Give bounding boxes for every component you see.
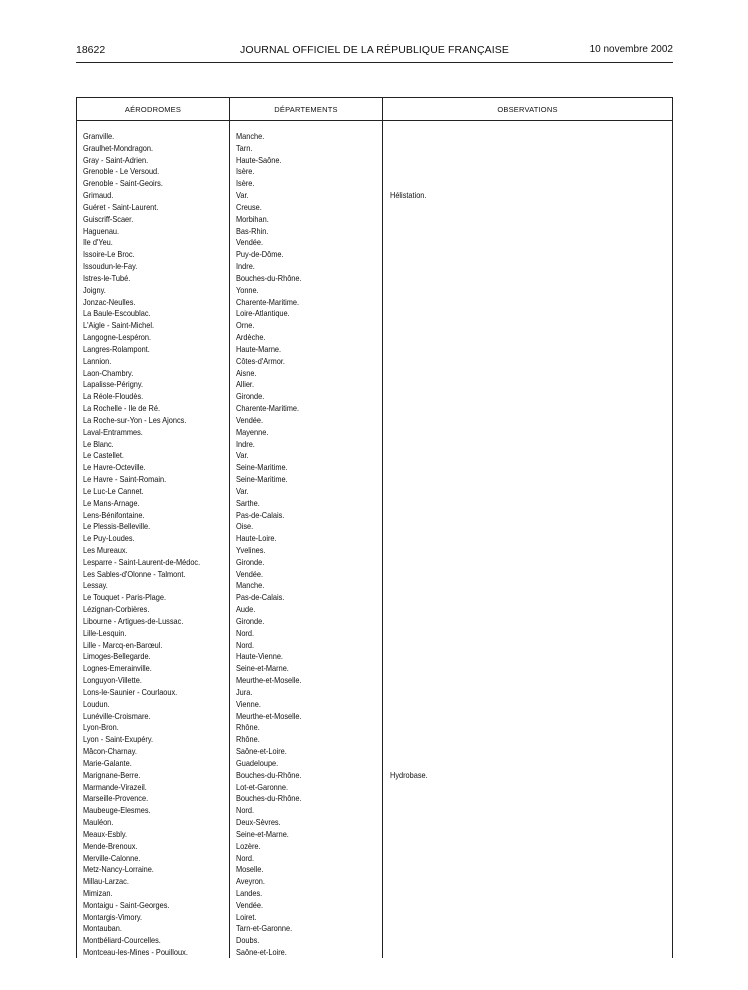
table-row [77,285,672,297]
table-row [77,155,672,167]
aerodrome-cell: La Rochelle - Ile de Ré. [83,403,161,414]
table-row [77,734,672,746]
aerodrome-cell: Mauléon. [83,817,114,828]
table-row [77,912,672,924]
aerodrome-cell: Issoudun-le-Fay. [83,261,138,272]
departement-cell: Bouches-du-Rhône. [236,793,302,804]
departement-cell: Haute-Vienne. [236,651,283,662]
table-row [77,415,672,427]
table-row [77,746,672,758]
table-row [77,829,672,841]
departement-cell: Gironde. [236,556,265,567]
table-row [77,711,672,723]
table-row [77,793,672,805]
table-row [77,498,672,510]
table-row [77,947,672,959]
departement-cell: Var. [236,450,249,461]
aerodrome-cell: Montargis-Vimory. [83,911,143,922]
departement-cell: Deux-Sèvres. [236,817,281,828]
table-row [77,178,672,190]
table-row [77,202,672,214]
table-row [77,486,672,498]
table-row [77,510,672,522]
table-row [77,569,672,581]
table-row [77,580,672,592]
aerodrome-cell: Mimizan. [83,888,113,898]
table-row [77,297,672,309]
departement-cell: Ardèche. [236,332,266,343]
departement-cell: Gironde. [236,615,265,626]
departement-cell: Allier. [236,379,255,390]
aerodrome-cell: Longuyon-Villette. [83,675,142,686]
aerodrome-cell: Lognes-Emerainville. [83,663,152,674]
table-row [77,545,672,557]
table-row [77,782,672,794]
aerodrome-cell: Lunéville-Croismare. [83,710,151,721]
departement-cell: Nord. [236,639,255,650]
aerodrome-cell: Marmande-Virazeil. [83,781,147,792]
aerodrome-cell: Lyon - Saint-Exupéry. [83,734,154,745]
table-row [77,308,672,320]
table-row [77,214,672,226]
departement-cell: Pas-de-Calais. [236,509,285,520]
table-row [77,888,672,900]
departement-cell: Indre. [236,261,255,272]
departement-cell: Meurthe-et-Moselle. [236,710,302,721]
table-row [77,332,672,344]
aerodrome-cell: Joigny. [83,284,106,295]
table-row [77,628,672,640]
aerodrome-cell: Lons-le-Saunier - Courlaoux. [83,686,178,697]
aerodrome-cell: Grenoble - Le Versoud. [83,166,160,177]
table-row [77,663,672,675]
departement-cell: Aveyron. [236,876,265,887]
departement-cell: Vendée. [236,237,264,248]
table-row [77,427,672,439]
table-row [77,876,672,888]
aerodrome-cell: Langogne-Lespéron. [83,332,152,343]
departement-cell: Bouches-du-Rhône. [236,272,302,283]
header-rule [76,62,673,63]
departement-cell: Seine-et-Marne. [236,663,289,674]
table-row [77,805,672,817]
table-row [77,249,672,261]
aerodrome-cell: Lézignan-Corbières. [83,604,150,615]
table-row [77,640,672,652]
page-number: 18622 [76,44,106,56]
table-row [77,651,672,663]
table-row [77,853,672,865]
aerodrome-cell: Meaux-Esbly. [83,828,128,839]
departement-cell: Haute-Saône. [236,154,282,165]
departement-cell: Vienne. [236,698,261,709]
table-body [77,131,672,959]
aerodrome-cell: Istres-le-Tubé. [83,272,131,283]
aerodrome-cell: Marignane-Berre. [83,769,141,780]
table-row [77,935,672,947]
aerodrome-cell: Le Puy-Loudes. [83,533,135,544]
aerodrome-cell: Marseille-Provence. [83,793,149,804]
table-row [77,166,672,178]
aerodrome-cell: Graulhet-Mondragon. [83,142,154,153]
departement-cell: Haute-Marne. [236,343,282,354]
column-header-aerodromes: AÉRODROMES [124,105,182,114]
departement-cell: Morbihan. [236,213,269,224]
aerodrome-cell: Le Castellet. [83,450,124,461]
aerodrome-cell: Lyon-Bron. [83,722,119,733]
aerodrome-cell: La Réole-Floudès. [83,391,144,402]
aerodrome-cell: Grimaud. [83,190,114,201]
aerodrome-cell: Loudun. [83,698,110,709]
departement-cell: Bas-Rhin. [236,225,269,236]
departement-cell: Mayenne. [236,426,269,437]
aerodrome-cell: Limoges-Bellegarde. [83,651,151,662]
aerodrome-cell: Jonzac-Neulles. [83,296,136,307]
aerodrome-cell: Issoire-Le Broc. [83,249,135,260]
departement-cell: Seine-et-Marne. [236,828,289,839]
departement-cell: Charente-Maritime. [236,296,300,307]
departement-cell: Puy-de-Dôme. [236,249,284,260]
table-row [77,356,672,368]
aerodrome-cell: Lapalisse-Périgny. [83,379,144,390]
aerodrome-cell: Libourne - Artigues-de-Lussac. [83,615,184,626]
aerodrome-cell: Les Mureaux. [83,544,128,555]
aerodrome-cell: Laon-Chambry. [83,367,134,378]
departement-cell: Charente-Maritime. [236,403,300,414]
table-row [77,592,672,604]
aerodrome-cell: Lille - Marcq-en-Barœul. [83,639,163,650]
table-row [77,439,672,451]
table-row [77,758,672,770]
departement-cell: Isère. [236,178,255,189]
aerodrome-cell: Guéret - Saint-Laurent. [83,201,159,212]
aerodrome-cell: L'Aigle - Saint-Michel. [83,320,155,331]
departement-cell: Tarn-et-Garonne. [236,923,293,934]
aerodrome-cell: Metz-Nancy-Lorraine. [83,864,154,875]
departement-cell: Seine-Maritime. [236,462,288,473]
table-row [77,604,672,616]
table-row [77,841,672,853]
departement-cell: Jura. [236,686,253,697]
aerodrome-cell: Laval-Entrammes. [83,426,143,437]
departement-cell: Manche. [236,131,265,141]
table-row [77,261,672,273]
aerodrome-cell: Lille-Lesquin. [83,627,127,638]
table-row [77,687,672,699]
table-row [77,722,672,734]
aerodrome-cell: La Roche-sur-Yon - Les Ajoncs. [83,414,187,425]
table-row [77,379,672,391]
aerodrome-cell: Le Havre - Saint-Romain. [83,474,167,485]
aerodrome-cell: Gray - Saint-Adrien. [83,154,149,165]
aerodrome-cell: Merville-Calonne. [83,852,141,863]
departement-cell: Gironde. [236,391,265,402]
departement-cell: Meurthe-et-Moselle. [236,675,302,686]
table-row [77,533,672,545]
departement-cell: Côtes-d'Armor. [236,355,285,366]
aerodrome-cell: Le Havre-Octeville. [83,462,146,473]
aerodrome-cell: Le Luc-Le Cannet. [83,485,144,496]
aerodrome-cell: Le Blanc. [83,438,114,449]
departement-cell: Loiret. [236,911,257,922]
departement-cell: Yvelines. [236,544,266,555]
table-row [77,131,672,143]
departement-cell: Aisne. [236,367,257,378]
table-row [77,237,672,249]
aerodrome-cell: Guiscriff-Scaer. [83,213,134,224]
departement-cell: Sarthe. [236,497,260,508]
departement-cell: Yonne. [236,284,259,295]
departement-cell: Manche. [236,580,265,591]
departement-cell: Doubs. [236,935,260,946]
departement-cell: Bouches-du-Rhône. [236,769,302,780]
aerodrome-cell: Le Touquet - Paris-Plage. [83,592,167,603]
aerodrome-cell: Mende-Brenoux. [83,840,138,851]
aerodrome-cell: Lens-Bénifontaine. [83,509,145,520]
table-row [77,474,672,486]
table-row [77,344,672,356]
departement-cell: Rhône. [236,722,260,733]
departement-cell: Rhône. [236,734,260,745]
departement-cell: Isère. [236,166,255,177]
departement-cell: Aude. [236,604,256,615]
page-header [76,44,673,60]
column-header-departements: DÉPARTEMENTS [274,105,338,114]
table-row [77,190,672,202]
departement-cell: Saône-et-Loire. [236,947,287,958]
aerodrome-cell: Grenoble - Saint-Geoirs. [83,178,163,189]
departement-cell: Landes. [236,888,263,898]
departement-cell: Vendée. [236,414,264,425]
aerodrome-cell: Langres-Rolampont. [83,343,150,354]
departement-cell: Lot-et-Garonne. [236,781,289,792]
departement-cell: Vendée. [236,568,264,579]
aerodrome-cell: Le Mans-Arnage. [83,497,140,508]
table-row [77,403,672,415]
departement-cell: Seine-Maritime. [236,474,288,485]
aerodromes-table [76,97,673,958]
aerodrome-cell: Montaigu - Saint-Georges. [83,899,170,910]
departement-cell: Nord. [236,805,255,816]
aerodrome-cell: Millau-Larzac. [83,876,129,887]
departement-cell: Var. [236,485,249,496]
journal-title: JOURNAL OFFICIEL DE LA RÉPUBLIQUE FRANÇAISE [240,44,509,56]
aerodrome-cell: Montbéliard-Courcelles. [83,935,161,946]
aerodrome-cell: Lannion. [83,355,112,366]
departement-cell: Oise. [236,521,254,532]
table-row [77,226,672,238]
table-row [77,616,672,628]
aerodrome-cell: Maubeuge-Elesmes. [83,805,151,816]
aerodrome-cell: La Baule-Escoublac. [83,308,151,319]
table-row [77,273,672,285]
departement-cell: Pas-de-Calais. [236,592,285,603]
aerodrome-cell: Ile d'Yeu. [83,237,113,248]
departement-cell: Moselle. [236,864,264,875]
table-row [77,770,672,782]
departement-cell: Orne. [236,320,255,331]
departement-cell: Tarn. [236,142,253,153]
table-row [77,368,672,380]
table-row [77,557,672,569]
aerodrome-cell: Le Plessis-Belleville. [83,521,151,532]
aerodrome-cell: Mâcon-Charnay. [83,746,137,757]
departement-cell: Lozère. [236,840,261,851]
table-row [77,900,672,912]
departement-cell: Vendée. [236,899,264,910]
table-row [77,143,672,155]
table-row [77,675,672,687]
aerodrome-cell: Les Sables-d'Olonne - Talmont. [83,568,186,579]
table-row [77,450,672,462]
observation-cell: Hélistation. [390,190,427,201]
table-row [77,391,672,403]
table-row [77,817,672,829]
aerodrome-cell: Montauban. [83,923,122,934]
table-row [77,521,672,533]
departement-cell: Haute-Loire. [236,533,277,544]
publication-date: 10 novembre 2002 [589,44,673,55]
table-header-rule [77,120,672,121]
table-row [77,923,672,935]
observation-cell: Hydrobase. [390,769,428,780]
departement-cell: Nord. [236,852,255,863]
departement-cell: Creuse. [236,201,262,212]
departement-cell: Loire-Atlantique. [236,308,290,319]
table-row [77,462,672,474]
table-row [77,864,672,876]
aerodrome-cell: Montceau-les-Mines - Pouilloux. [83,947,188,958]
aerodrome-cell: Lesparre - Saint-Laurent-de-Médoc. [83,556,201,567]
departement-cell: Guadeloupe. [236,757,279,768]
departement-cell: Indre. [236,438,255,449]
column-header-observations: OBSERVATIONS [497,105,558,114]
aerodrome-cell: Granville. [83,131,115,141]
departement-cell: Var. [236,190,249,201]
departement-cell: Nord. [236,627,255,638]
departement-cell: Saône-et-Loire. [236,746,287,757]
table-row [77,320,672,332]
table-row [77,699,672,711]
aerodrome-cell: Lessay. [83,580,108,591]
aerodrome-cell: Haguenau. [83,225,120,236]
aerodrome-cell: Marie-Galante. [83,757,132,768]
